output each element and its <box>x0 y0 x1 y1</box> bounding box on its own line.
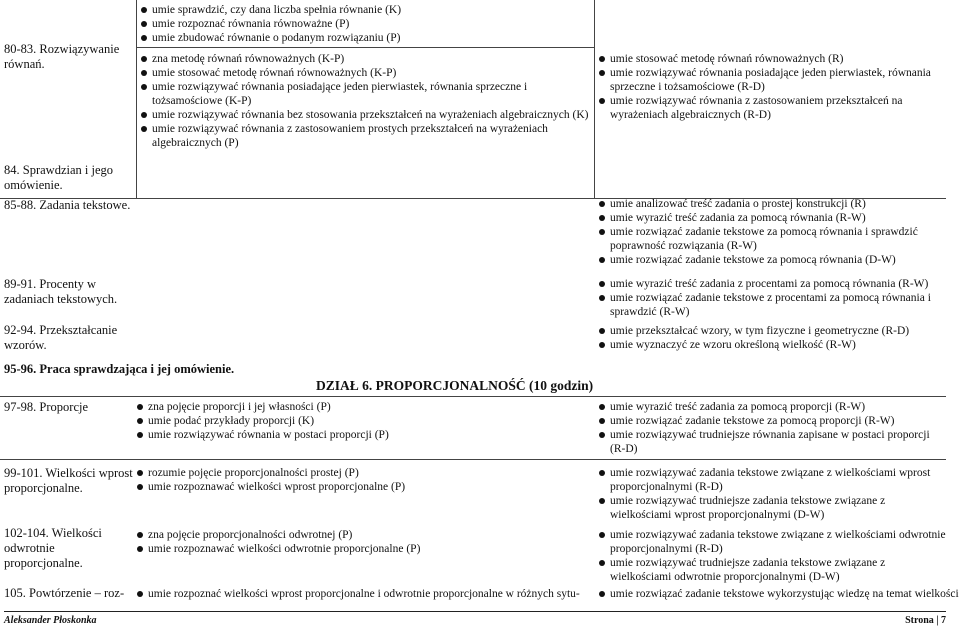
list-item: umie rozwiązywać trudniejsze zadania tekstowe związane z wielkościami wprost proporcjonalnymi (D-W) <box>598 494 946 522</box>
row-separator <box>0 459 946 460</box>
column-separator <box>594 0 595 198</box>
list-item: umie rozwiązywać zadania tekstowe związane z wielkościami wprost proporcjonalnymi (R-D) <box>598 466 946 494</box>
column-separator <box>136 0 137 198</box>
list-item: umie rozwiązać zadanie tekstowe wykorzystując wiedzę na temat wielkości <box>598 587 946 601</box>
list-item: umie rozwiązywać trudniejsze równania zapisane w postaci proporcji (R-D) <box>598 428 946 456</box>
r99-col3-list <box>598 466 946 522</box>
list-item: umie wyznaczyć ze wzoru określoną wielkość (R-W) <box>598 338 946 352</box>
row-separator <box>0 396 946 397</box>
list-item: umie rozpoznawać wielkości wprost proporcjonalne (P) <box>136 480 586 494</box>
topic-97-98: 97-98. Proporcje <box>4 400 89 414</box>
sub-separator <box>136 47 594 48</box>
r92-col3-list <box>598 324 946 352</box>
top-col2-list <box>140 3 590 45</box>
r80-col2-list <box>140 52 590 150</box>
topic-80-83: 80-83. Rozwiązywanie równań. <box>4 42 120 71</box>
list-item: umie rozwiązać zadanie tekstowe za pomocą proporcji (R-W) <box>598 414 946 428</box>
list-item: umie rozpoznawać wielkości odwrotnie proporcjonalne (P) <box>136 542 586 556</box>
list-item: umie zbudować równanie o podanym rozwiązaniu (P) <box>140 31 590 45</box>
list-item: umie rozwiązywać trudniejsze zadania tekstowe związane z wielkościami odwrotnie proporcjonalnymi (D-W) <box>598 556 946 584</box>
list-item: umie rozwiązywać równania bez stosowania przekształceń na wyrażeniach algebraicznych (K) <box>140 108 590 122</box>
list-item: umie wyrazić treść zadania za pomocą równania (R-W) <box>598 211 946 225</box>
list-item: umie stosować metodę równań równoważnych (K-P) <box>140 66 590 80</box>
topic-105: 105. Powtórzenie – roz- <box>4 586 125 600</box>
list-item: umie stosować metodę równań równoważnych (R) <box>598 52 946 66</box>
page-footer <box>4 611 946 628</box>
list-item: umie wyrazić treść zadania za pomocą proporcji (R-W) <box>598 400 946 414</box>
section-heading: DZIAŁ 6. PROPORCJONALNOŚĆ (10 godzin) <box>316 378 594 393</box>
footer-page-number: Strona | 7 <box>905 615 946 626</box>
list-item: umie rozwiązać zadanie tekstowe z procentami za pomocą równania i sprawdzić (R-W) <box>598 291 946 319</box>
topic-102-104: 102-104. Wielkości odwrotnie proporcjonalne. <box>4 526 102 570</box>
r85-col3-list <box>598 197 946 267</box>
list-item: umie przekształcać wzory, w tym fizyczne i geometryczne (R-D) <box>598 324 946 338</box>
topic-92-94: 92-94. Przekształcanie wzorów. <box>4 323 118 352</box>
list-item: umie rozwiązywać równania posiadające jeden pierwiastek, równania sprzeczne i tożsamościowe (R-D) <box>598 66 946 94</box>
r97-col3-list <box>598 400 946 456</box>
r97-col2-list <box>136 400 586 442</box>
list-item: umie podać przykłady proporcji (K) <box>136 414 586 428</box>
r89-col3-list <box>598 277 946 319</box>
r99-col2-list <box>136 466 586 494</box>
r80-col3-list <box>598 52 946 122</box>
list-item: umie sprawdzić, czy dana liczba spełnia równanie (K) <box>140 3 590 17</box>
list-item: rozumie pojęcie proporcjonalności prostej (P) <box>136 466 586 480</box>
list-item: zna metodę równań równoważnych (K-P) <box>140 52 590 66</box>
list-item: umie wyrazić treść zadania z procentami za pomocą równania (R-W) <box>598 277 946 291</box>
list-item: umie rozwiązywać równania z zastosowaniem prostych przekształceń na wyrażeniach algebraicznych (P) <box>140 122 590 150</box>
topic-85-88: 85-88. Zadania tekstowe. <box>4 198 131 212</box>
list-item: zna pojęcie proporcjonalności odwrotnej (P) <box>136 528 586 542</box>
list-item: umie rozpoznać równania równoważne (P) <box>140 17 590 31</box>
r105-col2-list <box>136 587 590 601</box>
r102-col3-list <box>598 528 946 584</box>
list-item: umie rozwiązywać równania posiadające jeden pierwiastek, równania sprzeczne i tożsamościowe (K-P) <box>140 80 590 108</box>
topic-95-96: 95-96. Praca sprawdzająca i jej omówienie. <box>4 362 235 376</box>
r105-col3-list <box>598 587 959 601</box>
list-item: umie rozwiązywać równania w postaci proporcji (P) <box>136 428 586 442</box>
list-item: umie rozwiązywać równania z zastosowaniem przekształceń na wyrażeniach algebraicznych (R-D) <box>598 94 946 122</box>
topic-99-101: 99-101. Wielkości wprost proporcjonalne. <box>4 466 133 495</box>
footer-author: Aleksander Płoskonka <box>4 615 97 626</box>
list-item: umie analizować treść zadania o prostej konstrukcji (R) <box>598 197 946 211</box>
list-item: umie rozpoznać wielkości wprost proporcjonalne i odwrotnie proporcjonalne w różnych sytu- <box>136 587 590 601</box>
list-item: umie rozwiązać zadanie tekstowe za pomocą równania i sprawdzić poprawność rozwiązania (R-W) <box>598 225 946 253</box>
topic-84: 84. Sprawdzian i jego omówienie. <box>4 163 114 192</box>
list-item: zna pojęcie proporcji i jej własności (P) <box>136 400 586 414</box>
topic-89-91: 89-91. Procenty w zadaniach tekstowych. <box>4 277 118 306</box>
r102-col2-list <box>136 528 586 556</box>
list-item: umie rozwiązać zadanie tekstowe za pomocą równania (D-W) <box>598 253 946 267</box>
list-item: umie rozwiązywać zadania tekstowe związane z wielkościami odwrotnie proporcjonalnymi (R-D) <box>598 528 946 556</box>
